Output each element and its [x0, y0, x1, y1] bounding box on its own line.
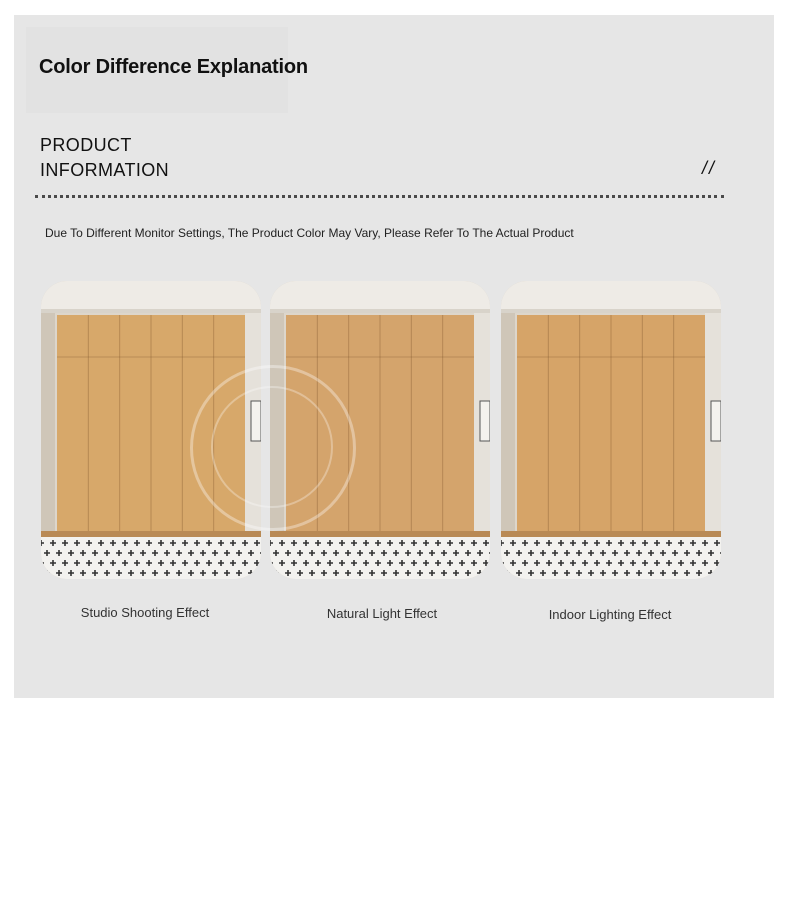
wardrobe-photo-indoor [501, 281, 721, 579]
product-heading-line1: PRODUCT [40, 135, 132, 155]
product-information-heading [40, 133, 169, 183]
color-notice: Due To Different Monitor Settings, The Product Color May Vary, Please Refer To The Actual Product [45, 226, 574, 240]
brand-watermark [190, 365, 356, 531]
caption-indoor: Indoor Lighting Effect [548, 607, 672, 622]
wardrobe-scene [501, 281, 721, 579]
product-heading-line2: INFORMATION [40, 160, 170, 180]
slash-ornament: // [702, 158, 717, 178]
caption-studio: Studio Shooting Effect [80, 605, 210, 620]
page-title: Color Difference Explanation [39, 56, 308, 78]
caption-natural: Natural Light Effect [326, 606, 438, 621]
dotted-divider [35, 195, 724, 198]
